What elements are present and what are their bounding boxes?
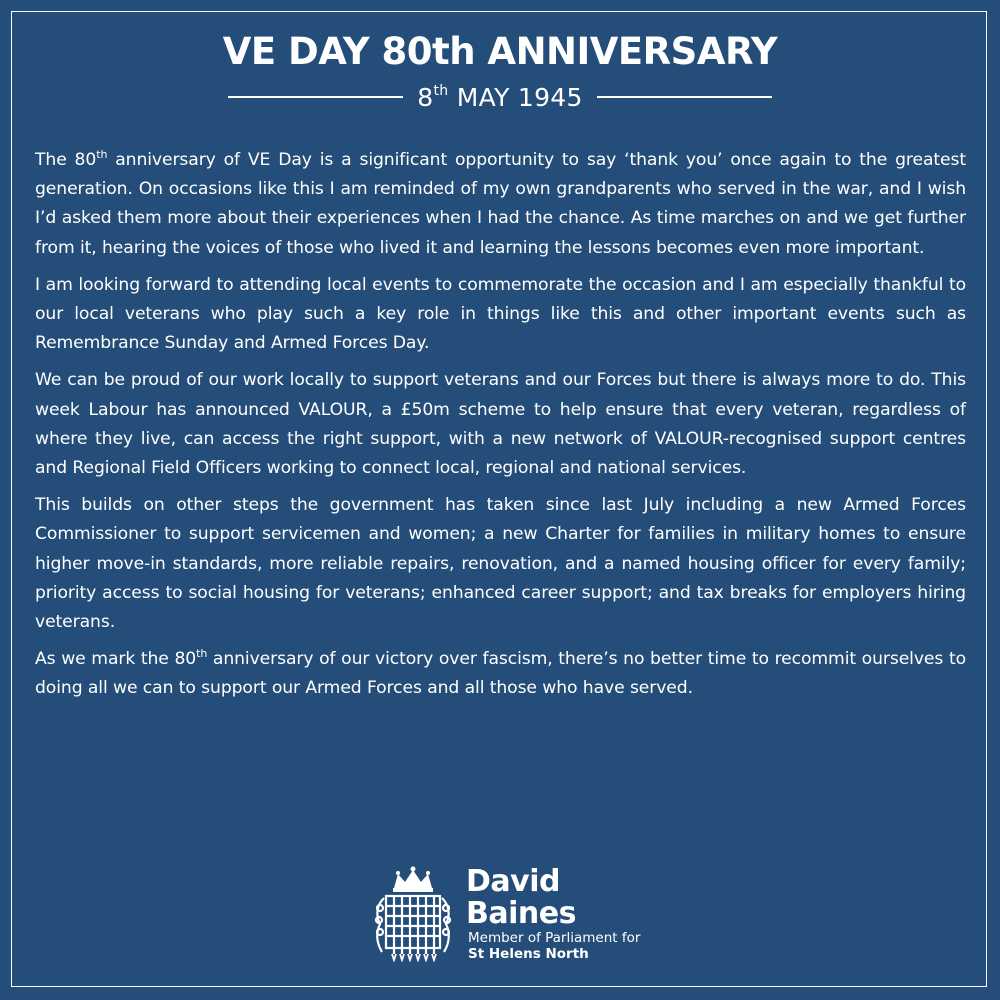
paragraph-1 [35,146,966,263]
page-title: VE DAY 80th ANNIVERSARY [222,30,778,73]
paragraph-3: We can be proud of our work locally to support veterans and our Forces but there is always more to do. This week Labour has announced VALOUR, a £50m scheme to help ensure that every veteran, regardless of where they live, can access the right support, with a new network of VALOUR-recognised support centres and Regional Field Officers working to connect local, regional and national services. [35,370,966,479]
mp-constituency: St Helens North [468,946,589,962]
mp-signature-logo [372,866,672,966]
paragraph-5-start: As we mark the 80 [35,649,197,670]
date-text [403,83,596,112]
ordinal-suffix: th [196,647,208,661]
paragraph-5 [35,645,966,703]
date-day: 8 [417,82,434,112]
paragraph-1-start: The 80 [35,150,97,170]
ordinal-suffix: th [96,148,108,161]
mp-name [466,866,576,930]
statement-body [35,146,966,712]
mp-role: Member of Parliament for [468,930,641,946]
paragraph-2: I am looking forward to attending local events to commemorate the occasion and I am especially thankful to our local veterans who play such a key role in things like this and other important events such as Remembrance Sunday and Armed Forces Day. [35,274,966,354]
divider-right [597,96,772,98]
date-suffix: th [433,82,449,99]
paragraph-4: This builds on other steps the government has taken since last July including a new Armed Forces Commissioner to support servicemen and women; a new Charter for families in military homes to ensure higher move-in standards, more reliable repairs, renovation, and a named housing officer for every family; priority access to social housing for veterans; enhanced career support; and tax breaks for employers hiring veterans. [35,495,966,633]
mp-first-name: David [466,864,560,899]
portcullis-icon [372,866,454,962]
mp-last-name: Baines [466,896,576,931]
date-subtitle [228,79,772,115]
date-rest: MAY 1945 [456,82,583,112]
paragraph-5-rest: anniversary of our victory over fascism, there’s no better time to recommit ourselves to doing all we can to support our Armed Forces and all those who have served. [35,649,966,699]
divider-left [228,96,403,98]
paragraph-1-rest: anniversary of VE Day is a significant opportunity to say ‘thank you’ once again to the greatest generation. On occasions like this I am reminded of my own grandparents who served in the war, and I wish I’d asked them more about their experiences when I had the chance. As time marches on and we get further from it, hearing the voices of those who lived it and learning the lessons becomes even more important. [35,150,966,258]
